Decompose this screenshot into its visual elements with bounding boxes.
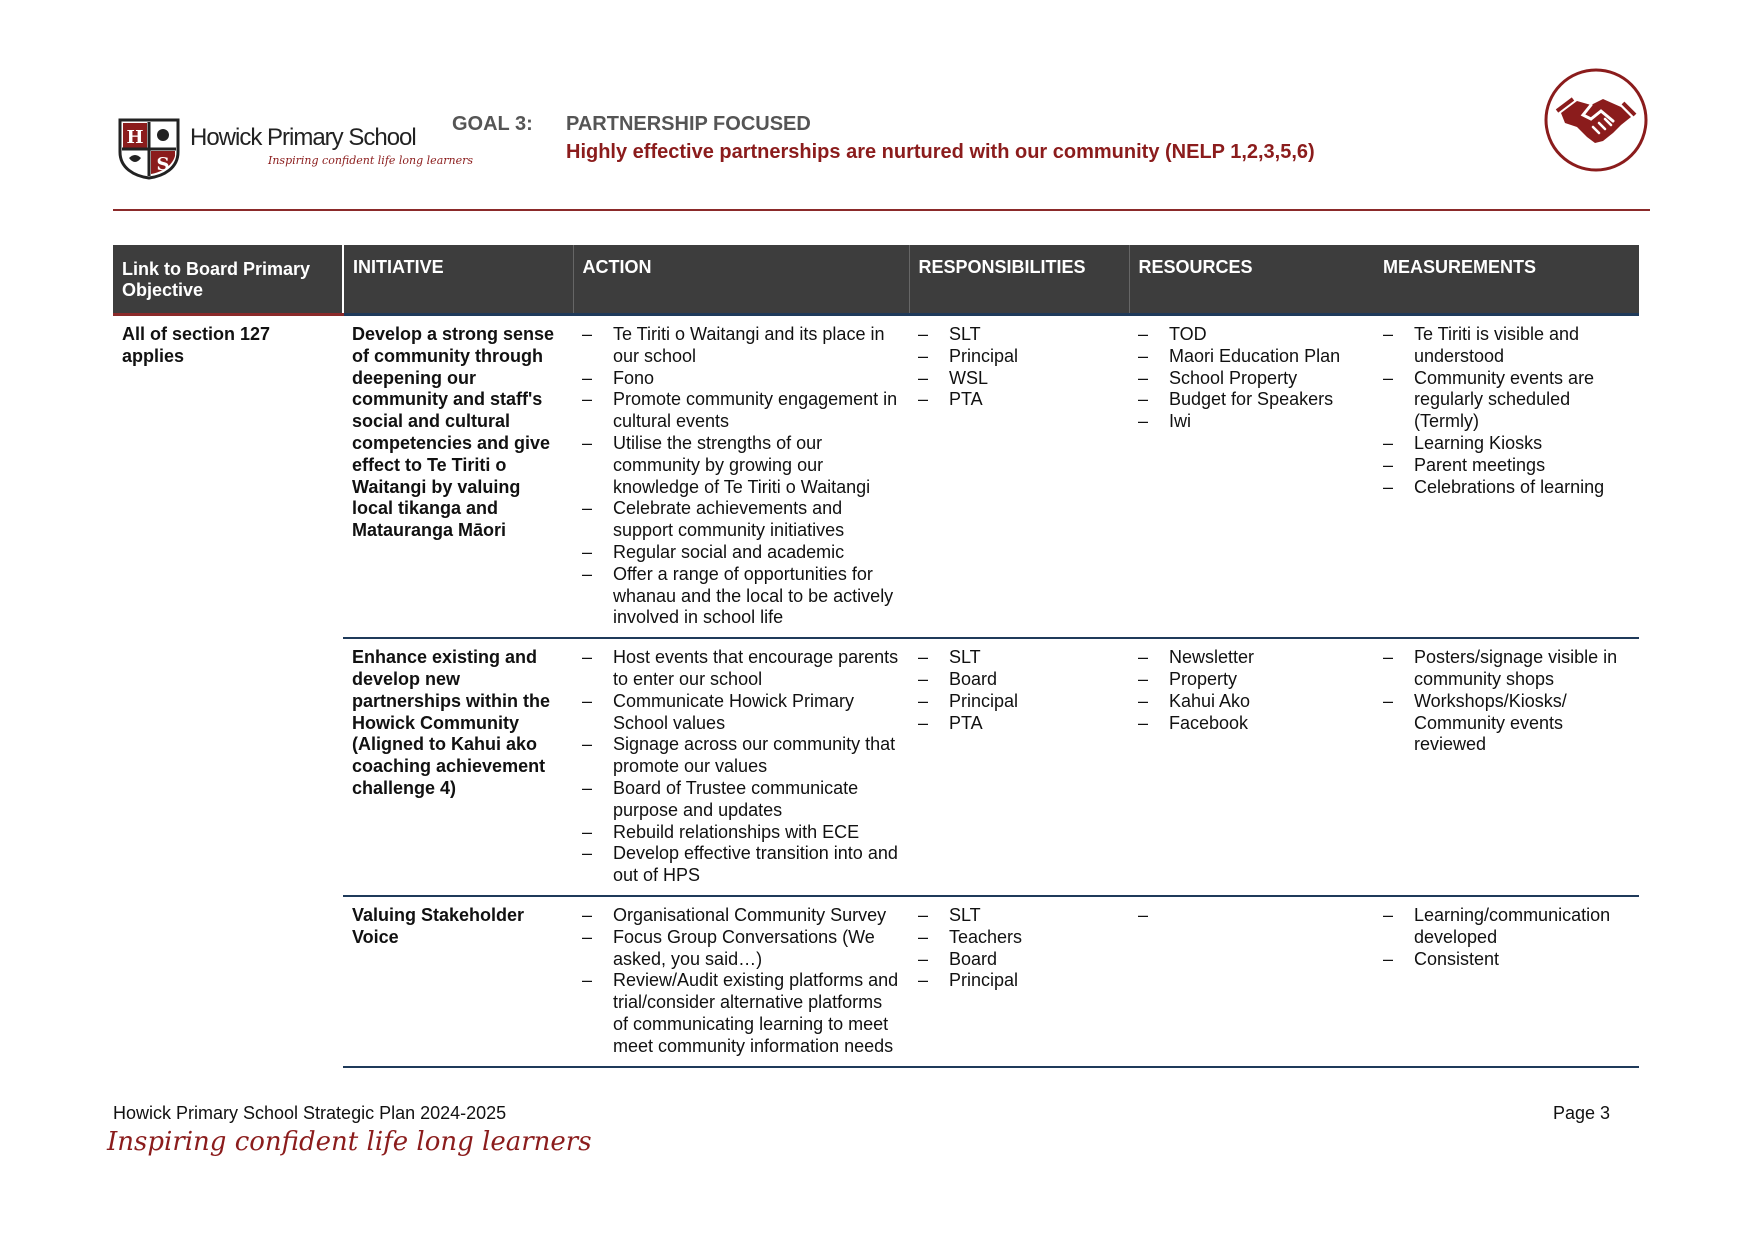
measurements-cell — [1374, 896, 1639, 1067]
header-divider — [113, 209, 1650, 211]
list-item: – TOD — [1138, 324, 1366, 346]
svg-text:S: S — [156, 154, 170, 175]
list-item: – Workshops/Kiosks/ Community events reviewed — [1383, 691, 1631, 756]
list-item: – Board — [918, 949, 1121, 971]
resources-cell — [1129, 896, 1374, 1067]
col-header-action: ACTION — [573, 245, 909, 315]
list-item: – Celebrations of learning — [1383, 477, 1631, 499]
list-item: – Develop effective transition into and out of HPS — [582, 843, 901, 887]
list-item: – Promote community engagement in cultural events — [582, 389, 901, 433]
list-item: – Utilise the strengths of our community by growing our knowledge of Te Tiriti o Waitangi — [582, 433, 901, 498]
list-item: – Te Tiriti o Waitangi and its place in our school — [582, 324, 901, 368]
school-motto: Inspiring confident life long learners — [268, 154, 474, 167]
list-item: – Posters/signage visible in community shops — [1383, 647, 1631, 691]
list-item: – Signage across our community that promote our values — [582, 734, 901, 778]
list-item: – Principal — [918, 970, 1121, 992]
initiative-cell: Develop a strong sense of community through deepening our community and staff's social and cultural competencies and give effect to Te Tiriti o Waitangi by valuing local tikanga and Matauranga Māori — [343, 315, 573, 639]
list-item: – Principal — [918, 346, 1121, 368]
list-item: – WSL — [918, 368, 1121, 390]
goal-label: GOAL 3: — [452, 113, 533, 135]
list-item: – Property — [1138, 669, 1366, 691]
page-number: Page 3 — [1553, 1103, 1611, 1123]
list-item: – Offer a range of opportunities for whanau and the local to be actively involved in school life — [582, 564, 901, 629]
list-item: – Board — [918, 669, 1121, 691]
svg-text:H: H — [126, 127, 144, 148]
measurements-cell — [1374, 638, 1639, 896]
responsibilities-cell — [909, 896, 1129, 1067]
school-name: Howick Primary School — [190, 124, 416, 151]
list-item: – SLT — [918, 647, 1121, 669]
goal-title: PARTNERSHIP FOCUSED — [566, 113, 811, 135]
table-header-row — [113, 245, 1639, 315]
action-cell — [573, 896, 909, 1067]
list-item: – PTA — [918, 713, 1121, 735]
responsibilities-cell — [909, 638, 1129, 896]
list-item: – Host events that encourage parents to enter our school — [582, 647, 901, 691]
list-item: – Focus Group Conversations (We asked, you said…) — [582, 927, 901, 971]
list-item: – Iwi — [1138, 411, 1366, 433]
measurements-cell — [1374, 315, 1639, 639]
list-item: – Teachers — [918, 927, 1121, 949]
list-item: – SLT — [918, 905, 1121, 927]
list-item: – PTA — [918, 389, 1121, 411]
list-item: – Communicate Howick Primary School values — [582, 691, 901, 735]
responsibilities-cell — [909, 315, 1129, 639]
list-item: – Budget for Speakers — [1138, 389, 1366, 411]
list-item: – Board of Trustee communicate purpose and updates — [582, 778, 901, 822]
list-item: – Te Tiriti is visible and understood — [1383, 324, 1631, 368]
handshake-icon — [1543, 67, 1649, 173]
col-header-objective: Link to Board Primary Objective — [113, 245, 343, 315]
list-item: – School Property — [1138, 368, 1366, 390]
initiative-cell: Valuing Stakeholder Voice — [343, 896, 573, 1067]
list-item: – Regular social and academic — [582, 542, 901, 564]
footer-document-title: Howick Primary School Strategic Plan 2024-2025 — [113, 1103, 507, 1123]
col-header-resources: RESOURCES — [1129, 245, 1374, 315]
strategic-plan-table — [113, 245, 1639, 1068]
resources-cell — [1129, 638, 1374, 896]
list-item: – Community events are regularly scheduled (Termly) — [1383, 368, 1631, 433]
footer-motto: Inspiring confident life long learners — [107, 1127, 592, 1157]
action-cell — [573, 315, 909, 639]
school-logo — [118, 118, 474, 184]
list-item: – Kahui Ako — [1138, 691, 1366, 713]
list-item: – SLT — [918, 324, 1121, 346]
col-header-initiative: INITIATIVE — [343, 245, 573, 315]
list-item: – Review/Audit existing platforms and trial/consider alternative platforms of communicating learning to meet meet community information needs — [582, 970, 901, 1057]
list-item: – Fono — [582, 368, 901, 390]
initiative-cell: Enhance existing and develop new partnerships within the Howick Community (Aligned to Kahui ako coaching achievement challenge 4) — [343, 638, 573, 896]
list-item: – Maori Education Plan — [1138, 346, 1366, 368]
col-header-measurements: MEASUREMENTS — [1374, 245, 1639, 315]
list-item: – Consistent — [1383, 949, 1631, 971]
resources-cell — [1129, 315, 1374, 639]
list-item: – Celebrate achievements and support community initiatives — [582, 498, 901, 542]
list-item: – Newsletter — [1138, 647, 1366, 669]
list-item: – Rebuild relationships with ECE — [582, 822, 901, 844]
goal-subtitle: Highly effective partnerships are nurtured with our community (NELP 1,2,3,5,6) — [566, 141, 1315, 163]
list-item: – Principal — [918, 691, 1121, 713]
school-crest-icon — [118, 118, 180, 180]
list-item: – Parent meetings — [1383, 455, 1631, 477]
action-cell — [573, 638, 909, 896]
list-item: – Learning/communication developed — [1383, 905, 1631, 949]
col-header-responsibilities: RESPONSIBILITIES — [909, 245, 1129, 315]
list-item: – Facebook — [1138, 713, 1366, 735]
table-row — [113, 315, 1639, 639]
list-item: – Organisational Community Survey — [582, 905, 901, 927]
list-item: – Learning Kiosks — [1383, 433, 1631, 455]
objective-cell: All of section 127 applies — [122, 324, 271, 366]
